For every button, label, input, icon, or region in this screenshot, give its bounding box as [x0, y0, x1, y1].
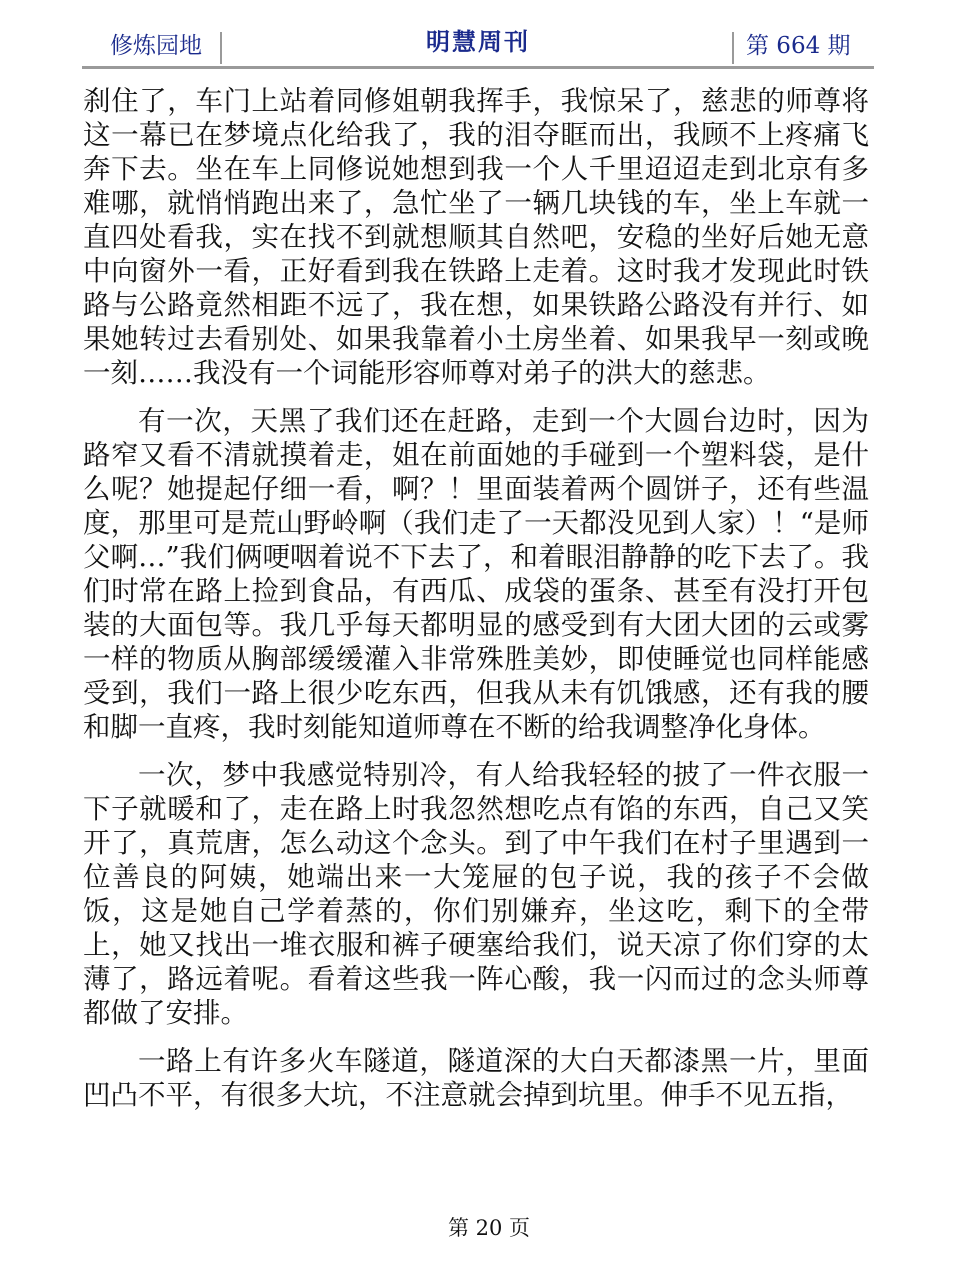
header-divider-right [732, 32, 734, 64]
paragraph: 有一次，天黑了我们还在赶路，走到一个大圆台边时，因为路窄又看不清就摸着走，姐在前面她的手碰到一个塑料袋，是什么呢？她提起仔细一看，啊？！里面装着两个圆饼子，还有些温度，那里可是荒山野岭啊（我们走了一天都没见到人家）！“是师父啊…”我们俩哽咽着说不下去了，和着眼泪静静的吃下去了。我们时常在路上捡到食品，有西瓜、成袋的蛋条、甚至有没打开包装的大面包等。我几乎每天都明显的感受到有大团大团的云或雾一样的物质从胸部缓缓灌入非常殊胜美妙，即使睡觉也同样能感受到，我们一路上很少吃东西，但我从未有饥饿感，还有我的腰和脚一直疼，我时刻能知道师尊在不断的给我调整净化身体。 [83, 405, 869, 743]
article-body [83, 84, 869, 1126]
page-header [82, 28, 874, 68]
paragraph: 一路上有许多火车隧道，隧道深的大白天都漆黑一片，里面凹凸不平，有很多大坑，不注意就会掉到坑里。伸手不见五指， [83, 1045, 869, 1111]
header-rule [82, 66, 874, 69]
paragraph-continuation: 刹住了，车门上站着同修姐朝我挥手，我惊呆了，慈悲的师尊将这一幕已在梦境点化给我了，我的泪夺眶而出，我顾不上疼痛飞奔下去。坐在车上同修说她想到我一个人千里迢迢走到北京有多难哪，就悄悄跑出来了，急忙坐了一辆几块钱的车，坐上车就一直四处看我，实在找不到就想顺其自然吧，安稳的坐好后她无意中向窗外一看，正好看到我在铁路上走着。这时我才发现此时铁路与公路竟然相距不远了，我在想，如果铁路公路没有并行、如果她转过去看别处、如果我靠着小土房坐着、如果我早一刻或晚一刻……我没有一个词能形容师尊对弟子的洪大的慈悲。 [83, 85, 869, 389]
paragraph: 一次，梦中我感觉特别冷，有人给我轻轻的披了一件衣服一下子就暖和了，走在路上时我忽然想吃点有馅的东西，自己又笑开了，真荒唐，怎么动这个念头。到了中午我们在村子里遇到一位善良的阿姨，她端出来一大笼屉的包子说，我的孩子不会做饭，这是她自己学着蒸的，你们别嫌弃，坐这吃，剩下的全带上，她又找出一堆衣服和裤子硬塞给我们，说天凉了你们穿的太薄了，路远着呢。看着这些我一阵心酸，我一闪而过的念头师尊都做了安排。 [83, 759, 869, 1029]
page-number: 第 20 页 [447, 1216, 531, 1240]
publication-title: 明慧周刊 [426, 28, 530, 56]
issue-number: 第 664 期 [746, 33, 851, 59]
section-name: 修炼园地 [110, 33, 202, 59]
